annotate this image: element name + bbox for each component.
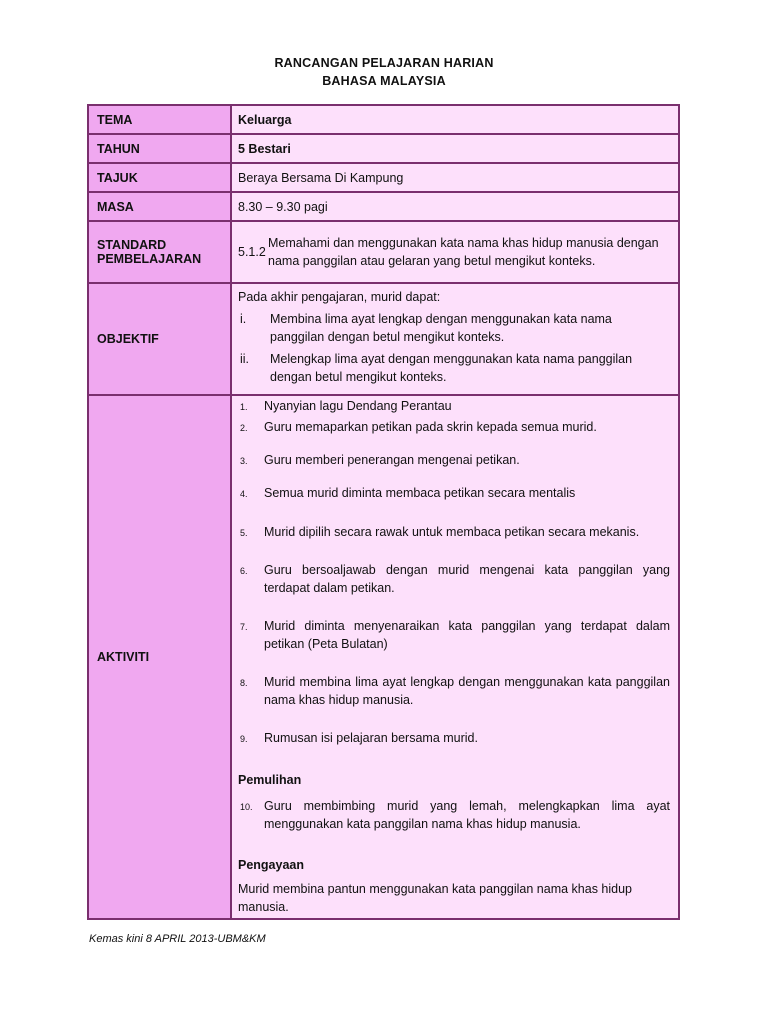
aktiviti-item-text: Murid diminta menyenaraikan kata panggilan yang terdapat dalam petikan (Peta Bulatan) — [264, 619, 670, 651]
aktiviti-item-text: Murid dipilih secara rawak untuk membaca petikan secara mekanis. — [264, 525, 640, 539]
aktiviti-item-number: 8. — [240, 678, 248, 688]
pengayaan-text: Murid membina pantun menggunakan kata panggilan nama khas hidup manusia. — [238, 882, 633, 914]
aktiviti-item — [238, 451, 678, 470]
aktiviti-item-text: Rumusan isi pelajaran bersama murid. — [264, 731, 478, 745]
value-aktiviti — [231, 395, 679, 919]
pengayaan-heading: Pengayaan — [238, 858, 305, 872]
aktiviti-item-text: Guru memaparkan petikan pada skrin kepada semua murid. — [264, 420, 597, 434]
objektif-intro: Pada akhir pengajaran, murid dapat: — [238, 290, 441, 304]
row-tema — [88, 105, 679, 134]
label-standard-line1: STANDARD — [97, 238, 167, 252]
label-objektif: OBJEKTIF — [88, 283, 231, 395]
value-masa: 8.30 – 9.30 pagi — [231, 192, 679, 221]
objektif-item-text: Melengkap lima ayat dengan menggunakan kata nama panggilan dengan betul mengikut konteks. — [270, 352, 633, 384]
pemulihan-item — [238, 797, 678, 833]
standard-code: 5.1.2 — [238, 245, 266, 259]
objektif-item-number: ii. — [240, 352, 250, 366]
aktiviti-item — [238, 673, 678, 709]
aktiviti-item-number: 1. — [240, 402, 248, 412]
aktiviti-item-text: Nyanyian lagu Dendang Perantau — [264, 399, 452, 413]
label-masa: MASA — [88, 192, 231, 221]
aktiviti-item — [238, 617, 678, 653]
row-objektif — [88, 283, 679, 395]
aktiviti-item-number: 4. — [240, 489, 248, 499]
objektif-item-number: i. — [240, 312, 247, 326]
standard-text: Memahami dan menggunakan kata nama khas hidup manusia dengan nama panggilan atau gelaran yang betul mengikut konteks. — [268, 236, 659, 268]
row-aktiviti — [88, 395, 679, 919]
aktiviti-item — [238, 561, 678, 597]
document-title: RANCANGAN PELAJARAN HARIAN — [274, 56, 494, 70]
pemulihan-item-text: Guru membimbing murid yang lemah, melengkapkan lima ayat menggunakan kata panggilan nama khas hidup manusia. — [264, 799, 670, 831]
aktiviti-item-number: 5. — [240, 528, 248, 538]
row-masa — [88, 192, 679, 221]
value-tajuk: Beraya Bersama Di Kampung — [231, 163, 679, 192]
pemulihan-heading: Pemulihan — [238, 773, 302, 787]
pemulihan-item-number: 10. — [240, 802, 253, 812]
aktiviti-item-text: Guru bersoaljawab dengan murid mengenai kata panggilan yang terdapat dalam petikan. — [264, 563, 670, 595]
label-tajuk: TAJUK — [88, 163, 231, 192]
label-tema: TEMA — [88, 105, 231, 134]
aktiviti-item — [238, 397, 678, 416]
objektif-item-text: Membina lima ayat lengkap dengan menggunakan kata nama panggilan dengan betul mengikut konteks. — [270, 312, 612, 344]
aktiviti-item — [238, 729, 678, 748]
aktiviti-item-number: 2. — [240, 423, 248, 433]
aktiviti-item-number: 7. — [240, 622, 248, 632]
aktiviti-item-text: Murid membina lima ayat lengkap dengan menggunakan kata panggilan nama khas hidup manusia. — [264, 675, 670, 707]
label-tahun: TAHUN — [88, 134, 231, 163]
objektif-item — [238, 310, 678, 346]
value-objektif — [231, 283, 679, 395]
label-standard — [88, 221, 231, 283]
row-standard — [88, 221, 679, 283]
row-tajuk — [88, 163, 679, 192]
aktiviti-item-number: 9. — [240, 734, 248, 744]
footer-note: Kemas kini 8 APRIL 2013-UBM&KM — [89, 933, 266, 945]
aktiviti-item-text: Semua murid diminta membaca petikan secara mentalis — [264, 486, 576, 500]
objektif-item — [238, 350, 678, 386]
document-subtitle: BAHASA MALAYSIA — [322, 74, 446, 88]
aktiviti-item-text: Guru memberi penerangan mengenai petikan. — [264, 453, 520, 467]
row-tahun — [88, 134, 679, 163]
aktiviti-item-number: 6. — [240, 566, 248, 576]
value-tema: Keluarga — [231, 105, 679, 134]
aktiviti-item-number: 3. — [240, 456, 248, 466]
lesson-plan-table — [87, 104, 680, 920]
value-standard — [231, 221, 679, 283]
label-standard-line2: PEMBELAJARAN — [97, 252, 202, 266]
value-tahun: 5 Bestari — [231, 134, 679, 163]
aktiviti-item — [238, 484, 678, 503]
aktiviti-item — [238, 523, 678, 542]
aktiviti-item — [238, 418, 678, 437]
label-aktiviti: AKTIVITI — [88, 395, 231, 919]
